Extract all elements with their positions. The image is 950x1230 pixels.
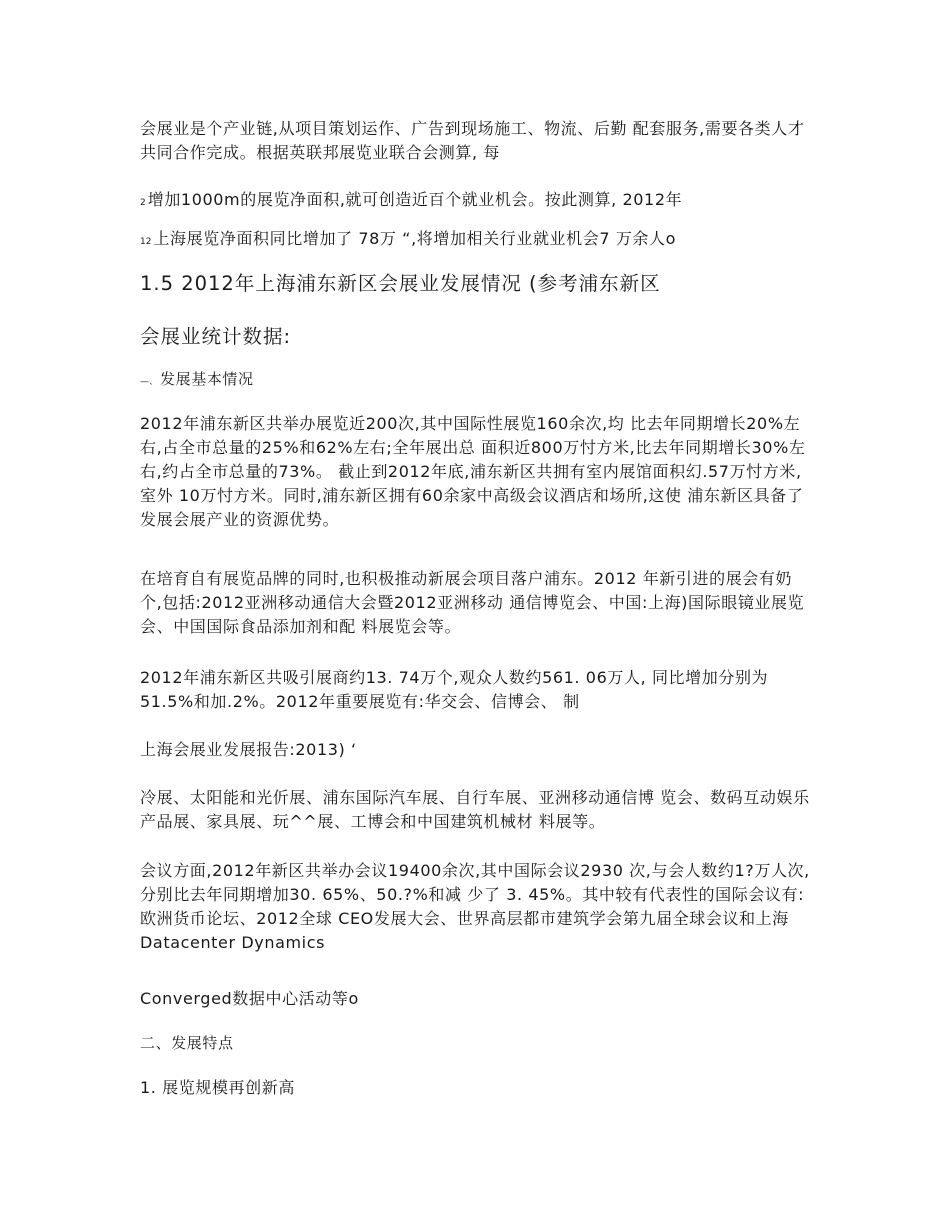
- paragraph-data-center: Converged数据中心活动等o: [140, 989, 359, 1008]
- paragraph-exhibitions-2012: 2012年浦东新区共举办展览近200次,其中国际性展览160余次,均 比去年同期增长20%左右,占全市总量的25%和62%左右;全年展出总 面积近800万忖方米,比去年同期增长30%左右,约占全市总量的73%。 截止到2012年底,浦东新区共拥有室内展馆面积幻.57万忖方米,室外 10万忖方米。同时,浦东新区拥有60余家中高级会议酒店和场所,这使 浦东新区具备了发展会展产业的资源优势。: [140, 414, 806, 529]
- subheading-features: 二、发展特点: [140, 1034, 234, 1052]
- paragraph-source-note: 上海会展业发展报告:2013) ‘: [140, 740, 357, 759]
- paragraph-industry-chain: 会展业是个产业链,从项目策划运作、广告到现场施工、物流、后勤 配套服务,需要各类人才共同合作完成。根据英联邦展览业联合会测算, 每: [140, 119, 805, 162]
- paragraph-exhibition-area-text: 增加1000m的展览净面积,就可创造近百个就业机会。按此测算, 2012年: [147, 190, 683, 209]
- paragraph-exhibitors-visitors: 2012年浦东新区共吸引展商约13. 74万个,观众人数约561. 06万人, 同比增加分别为51.5%和加.2%。2012年重要展览有:华交会、信博会、 制: [140, 668, 769, 711]
- paragraph-new-exhibitions: 在培育自有展览品牌的同时,也积极推动新展会项目落户浦东。2012 年新引进的展会有奶个,包括:2012亚洲移动通信大会暨2012亚洲移动 通信博览会、中国:上海)国际眼镜业展览会、中国国际食品添加剂和配 料展览会等。: [140, 569, 805, 636]
- section-heading-1-5-cont: 会展业统计数据:: [140, 325, 292, 348]
- superscript-marker: 12: [140, 237, 152, 247]
- paragraph-conferences: 会议方面,2012年新区共举办会议19400余次,其中国际会议2930 次,与会人数约1?万人次,分别比去年同期增加30. 65%、50.?%和减 少了 3. 45%。其中较有代表性的国际会议有:欧洲货币论坛、2012全球 CEO发展大会、世界高层都市建筑学会第九届全球会议和上海Datacenter Dynamics: [140, 861, 810, 952]
- paragraph-exhibition-area: [140, 188, 810, 215]
- subheading-scale-record: 1. 展览规模再创新高: [140, 1078, 295, 1097]
- paragraph-shanghai-area: [140, 227, 810, 254]
- section-heading-1-5: 1.5 2012年上海浦东新区会展业发展情况 (参考浦东新区: [140, 272, 661, 295]
- paragraph-shanghai-area-text: 上海展览净面积同比增加了 78万 “,将增加相关行业就业机会7 万余人o: [153, 229, 677, 248]
- paragraph-exhibition-list: 冷展、太阳能和光伒展、浦东国际汽车展、自行车展、亚洲移动通信博 览会、数码互动娱乐产品展、家具展、玩^^展、工博会和中国建筑机械材 料展等。: [140, 788, 810, 831]
- list-marker: —、: [140, 377, 159, 387]
- subheading-basic-situation-text: 发展基本情况: [160, 370, 254, 388]
- subheading-basic-situation: [140, 367, 810, 394]
- superscript-marker: 2: [140, 198, 146, 208]
